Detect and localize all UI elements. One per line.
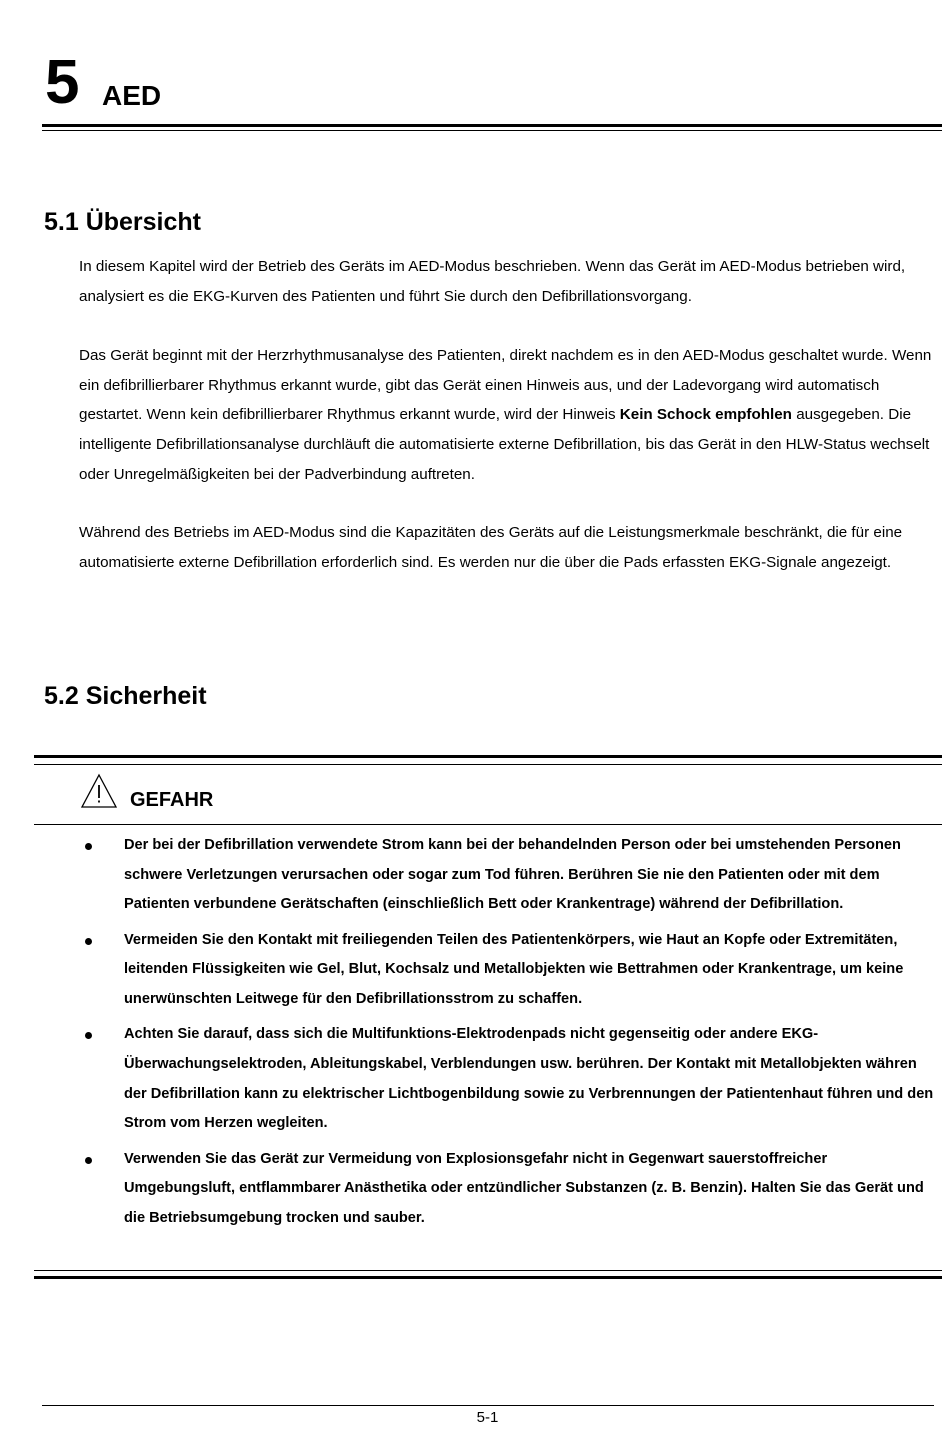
warning-item <box>80 926 940 1015</box>
no-shock-advised-label: Kein Schock empfohlen <box>619 406 792 424</box>
warning-triangle-icon <box>80 773 118 809</box>
overview-paragraph-2-text-a: Das Gerät beginnt mit der Herzrhythmusanalyse des Patienten, direkt nachdem es in den AED-Modus geschaltet wurde. Wenn ein defibrillierbarer Rhythmus erkannt wurde, gibt das Gerät einen Hinweis aus, und der Ladevorgang wird automatisch gestartet. Wenn kein defibrillierbarer Rhythmus erkannt wurde, wird der Hinweis <box>79 347 932 424</box>
warning-item-text: Achten Sie darauf, dass sich die Multifunktions-Elektrodenpads nicht gegenseitig oder andere EKG-Überwachungselektroden, Ableitungskabel, Verblendungen usw. berühren. Der Kontakt mit Metallobjekten währen der Defibrillation kann zu elektrischer Lichtbogenbildung sowie zu Verbrennungen der Patientenhaut führen und den Strom vom Herzen wegleiten. <box>124 1026 934 1132</box>
overview-paragraph-2-text-b: ausgegeben. Die intelligente Defibrillationsanalyse durchläuft die automatisierte externe Defibrillation, bis das Gerät in den HLW-Status wechselt oder Unregelmäßigkeiten bei der Padverbindung auftreten. <box>79 406 930 483</box>
section-title-overview: 5.1 Übersicht <box>44 208 202 236</box>
chapter-title: AED <box>102 80 162 111</box>
bullet-icon <box>85 1032 92 1039</box>
warning-header-rule <box>34 824 942 825</box>
overview-paragraph-3: Während des Betriebs im AED-Modus sind die Kapazitäten des Geräts auf die Leistungsmerkmale beschränkt, die für eine automatisierte externe Defibrillation erforderlich sind. Es werden nur die über die Pads erfassten EKG-Signale angezeigt. <box>79 524 903 571</box>
section-title-safety: 5.2 Sicherheit <box>44 682 207 710</box>
bullet-icon <box>85 843 92 850</box>
overview-paragraph-1: In diesem Kapitel wird der Betrieb des Geräts im AED-Modus beschrieben. Wenn das Gerät im AED-Modus betrieben wird, analysiert es die EKG-Kurven des Patienten und führt Sie durch den Defibrillationsvorgang. <box>79 258 906 305</box>
chapter-rule-thin <box>42 130 942 131</box>
warning-bottom-rule-thick <box>34 1276 942 1279</box>
warning-item-text: Vermeiden Sie den Kontakt mit freiliegenden Teilen des Patientenkörpers, wie Haut an Kopfe oder Extremitäten, leitenden Flüssigkeiten wie Gel, Blut, Kochsalz und Metallobjekten wie Bettrahmen oder Krankentrage, um keine unerwünschten Leitwege für den Defibrillationsstrom zu schaffen. <box>124 931 904 1008</box>
warning-item <box>80 1145 940 1234</box>
bullet-icon <box>85 938 92 945</box>
footer-rule <box>42 1405 934 1406</box>
warning-item <box>80 1020 940 1139</box>
chapter-rule-thick <box>42 124 942 127</box>
page-number: 5-1 <box>476 1409 499 1426</box>
warning-bottom-rule-thin <box>34 1270 942 1271</box>
warning-list <box>80 831 940 1239</box>
warning-top-rule-thick <box>34 755 942 758</box>
bullet-icon <box>85 1157 92 1164</box>
overview-paragraph-2 <box>79 341 939 490</box>
warning-item-text: Verwenden Sie das Gerät zur Vermeidung von Explosionsgefahr nicht in Gegenwart sauerstoffreicher Umgebungsluft, entflammbarer Anästhetika oder entzündlicher Substanzen (z. B. Benzin). Halten Sie das Gerät und die Betriebsumgebung trocken und sauber. <box>124 1150 924 1226</box>
chapter-number: 5 <box>45 48 80 117</box>
warning-label: GEFAHR <box>130 789 214 811</box>
warning-item <box>80 831 940 920</box>
warning-item-text: Der bei der Defibrillation verwendete Strom kann bei der behandelnden Person oder bei umstehenden Personen schwere Verletzungen verursachen oder sogar zum Tod führen. Berühren Sie nie den Patienten oder mit dem Patienten verbundene Gerätschaften (einschließlich Bett oder Krankentrage) während der Defibrillation. <box>124 837 901 913</box>
warning-top-rule-thin <box>34 764 942 765</box>
